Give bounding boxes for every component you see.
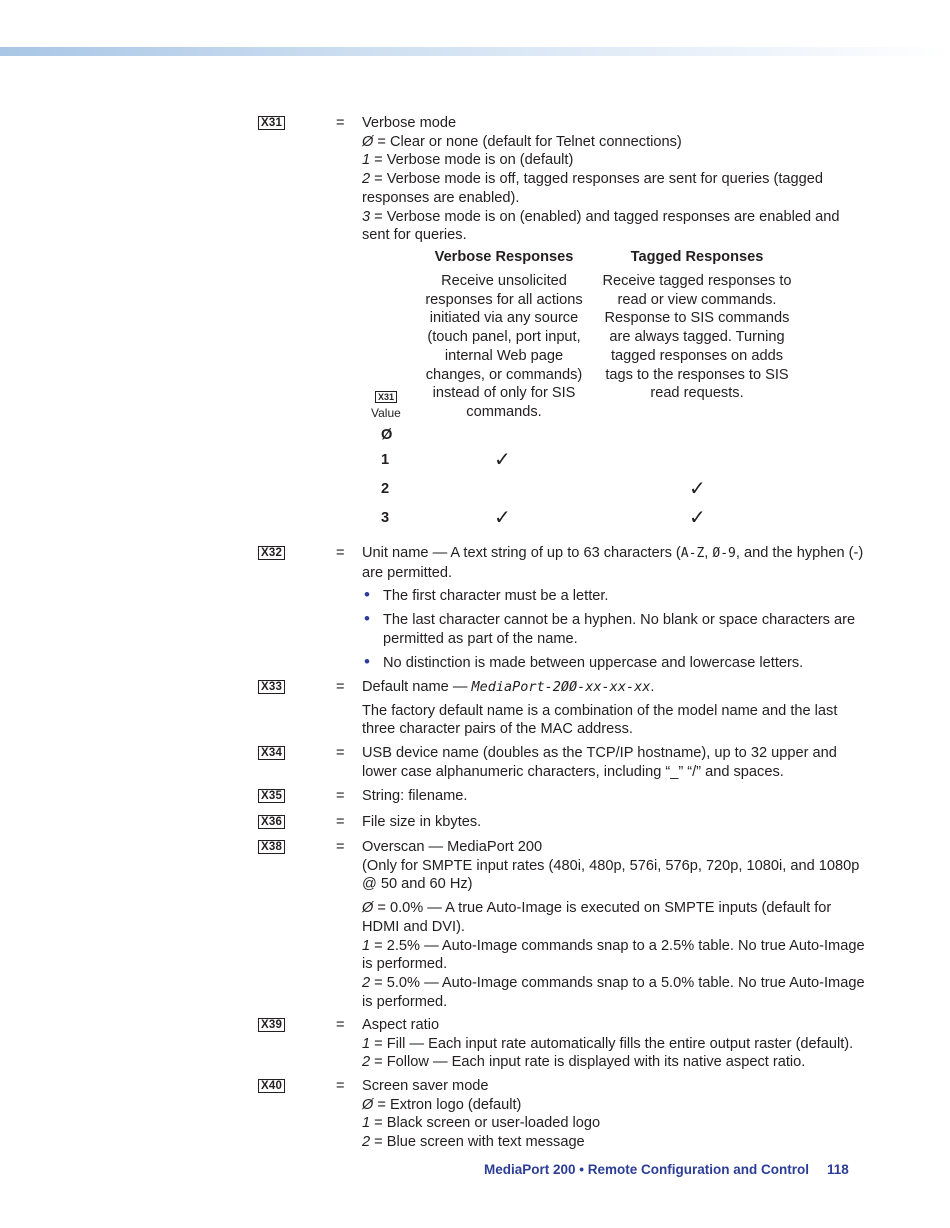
description-x31	[362, 114, 867, 245]
aspect-ratio-title: Aspect ratio	[362, 1017, 440, 1033]
equals-sign: =	[336, 1017, 345, 1033]
verbose-option-2	[362, 170, 867, 207]
row-value-3: 3	[381, 510, 390, 526]
variable-x38: X38	[258, 840, 285, 854]
text-part: Default name —	[362, 679, 472, 695]
default-name-code: MediaPort-2ØØ-xx-xx-xx	[471, 679, 651, 695]
unit-name-rules-list	[362, 587, 867, 672]
option-key: 2	[362, 974, 371, 991]
description-x39	[362, 1016, 867, 1072]
tagged-responses-description: Receive tagged responses to read or view commands. Response to SIS commands are always tagged. Turning tagged responses on adds tags to the responses to SIS read requests.	[602, 273, 792, 402]
verbose-mode-title: Verbose mode	[362, 115, 457, 131]
variable-x39: X39	[258, 1018, 285, 1032]
x31-value-key: X31	[375, 391, 397, 403]
row-value-2: 2	[381, 481, 390, 497]
equals-sign: =	[336, 814, 345, 830]
screen-saver-title: Screen saver mode	[362, 1078, 489, 1094]
row-value-1: 1	[381, 452, 390, 468]
tagged-responses-header: Tagged Responses	[630, 249, 764, 265]
tagged-checkmark-icon: ✓	[689, 507, 706, 529]
value-label: Value	[371, 406, 401, 420]
description-x32	[362, 544, 867, 677]
equals-sign: =	[336, 115, 345, 131]
overscan-subtitle: (Only for SMPTE input rates (480i, 480p, 576i, 576p, 720p, 1080i, and 1080p @ 50 and 60 Hz)	[362, 857, 860, 893]
description-x34: USB device name (doubles as the TCP/IP hostname), up to 32 upper and lower case alphanumeric characters, including “_” “/” and spaces.	[362, 745, 837, 780]
header-accent-bar	[0, 47, 950, 56]
screen-saver-option-2	[362, 1133, 867, 1152]
aspect-option-1	[362, 1035, 867, 1054]
verbose-option-1	[362, 151, 867, 170]
default-name-line	[362, 678, 867, 697]
option-key: 2	[362, 1054, 371, 1071]
tagged-checkmark-icon: ✓	[689, 478, 706, 500]
option-text: = 5.0% — Auto-Image commands snap to a 5.0% table. No true Auto-Image is performed.	[362, 974, 865, 1010]
overscan-option-2	[362, 974, 867, 1011]
code-range-letters: A-Z	[680, 546, 705, 561]
page-footer	[484, 1161, 849, 1180]
list-item: • No distinction is made between uppercase and lowercase letters.	[362, 654, 867, 673]
option-text: = Black screen or user-loaded logo	[370, 1115, 601, 1132]
equals-sign: =	[336, 839, 345, 855]
variable-x34: X34	[258, 746, 285, 760]
verbose-checkmark-icon: ✓	[494, 449, 511, 471]
unit-name-description	[362, 544, 867, 582]
option-key: 1	[362, 152, 371, 169]
option-text: = Verbose mode is on (default)	[370, 152, 574, 169]
list-item: • The first character must be a letter.	[362, 587, 867, 606]
row-value-0: Ø	[381, 427, 393, 443]
equals-sign: =	[336, 545, 345, 561]
option-text: = Clear or none (default for Telnet connections)	[373, 133, 682, 150]
variable-x33: X33	[258, 680, 285, 694]
text-part: .	[650, 679, 655, 695]
option-text: = Verbose mode is off, tagged responses are sent for queries (tagged responses are enabled).	[362, 171, 823, 206]
option-text: = Verbose mode is on (enabled) and tagged responses are enabled and sent for queries.	[362, 208, 840, 244]
variable-x31: X31	[258, 116, 285, 130]
option-key: 1	[362, 1115, 371, 1132]
option-key: Ø	[362, 1096, 374, 1113]
option-key: 2	[362, 171, 371, 188]
description-x36: File size in kbytes.	[362, 814, 482, 830]
screen-saver-option-1	[362, 1114, 867, 1133]
option-key: Ø	[362, 133, 374, 150]
description-x40	[362, 1077, 867, 1152]
variable-x35: X35	[258, 789, 285, 803]
option-text: = Blue screen with text message	[370, 1134, 585, 1151]
option-text: = 0.0% — A true Auto-Image is executed on SMPTE inputs (default for HDMI and DVI).	[362, 900, 832, 935]
equals-sign: =	[336, 679, 345, 695]
description-x35: String: filename.	[362, 788, 468, 804]
text-part: Unit name — A text string of up to 63 characters (	[362, 545, 681, 561]
variable-x32: X32	[258, 546, 285, 560]
verbose-responses-description: Receive unsolicited responses for all actions initiated via any source (touch panel, port input, internal Web page changes, or commands) instead of only for SIS commands.	[425, 273, 583, 420]
description-x33	[362, 678, 867, 739]
verbose-responses-header: Verbose Responses	[434, 249, 574, 265]
text-part: , and the hyphen (-) are permitted.	[362, 545, 864, 581]
variable-x36: X36	[258, 815, 285, 829]
option-text: = Fill — Each input rate automatically fills the entire output raster (default).	[370, 1035, 854, 1052]
option-key: Ø	[362, 900, 374, 917]
screen-saver-option-0	[362, 1096, 867, 1115]
option-text: = 2.5% — Auto-Image commands snap to a 2.5% table. No true Auto-Image is performed.	[362, 937, 865, 973]
aspect-option-2	[362, 1053, 867, 1072]
equals-sign: =	[336, 1078, 345, 1094]
verbose-option-0	[362, 133, 867, 152]
overscan-option-0	[362, 899, 867, 936]
equals-sign: =	[336, 745, 345, 761]
option-text: = Extron logo (default)	[373, 1096, 522, 1113]
text-part: ,	[704, 545, 713, 561]
verbose-tagged-table	[362, 248, 867, 538]
option-text: = Follow — Each input rate is displayed with its native aspect ratio.	[370, 1054, 806, 1071]
verbose-checkmark-icon: ✓	[494, 507, 511, 529]
equals-sign: =	[336, 788, 345, 804]
overscan-option-1	[362, 937, 867, 974]
variable-x40: X40	[258, 1079, 285, 1093]
option-key: 1	[362, 1035, 371, 1052]
list-item: • The last character cannot be a hyphen. No blank or space characters are permitted as part of the name.	[362, 611, 867, 648]
verbose-option-3	[362, 208, 867, 245]
footer-title: MediaPort 200 • Remote Configuration and Control	[484, 1162, 809, 1177]
description-x38	[362, 838, 867, 1011]
option-key: 3	[362, 208, 371, 225]
code-range-digits: Ø-9	[712, 546, 736, 561]
option-key: 1	[362, 937, 371, 954]
default-name-note: The factory default name is a combination of the model name and the last three character pairs of the MAC address.	[362, 702, 838, 738]
overscan-title: Overscan — MediaPort 200	[362, 839, 543, 855]
page-number: 118	[827, 1162, 849, 1177]
option-key: 2	[362, 1134, 371, 1151]
